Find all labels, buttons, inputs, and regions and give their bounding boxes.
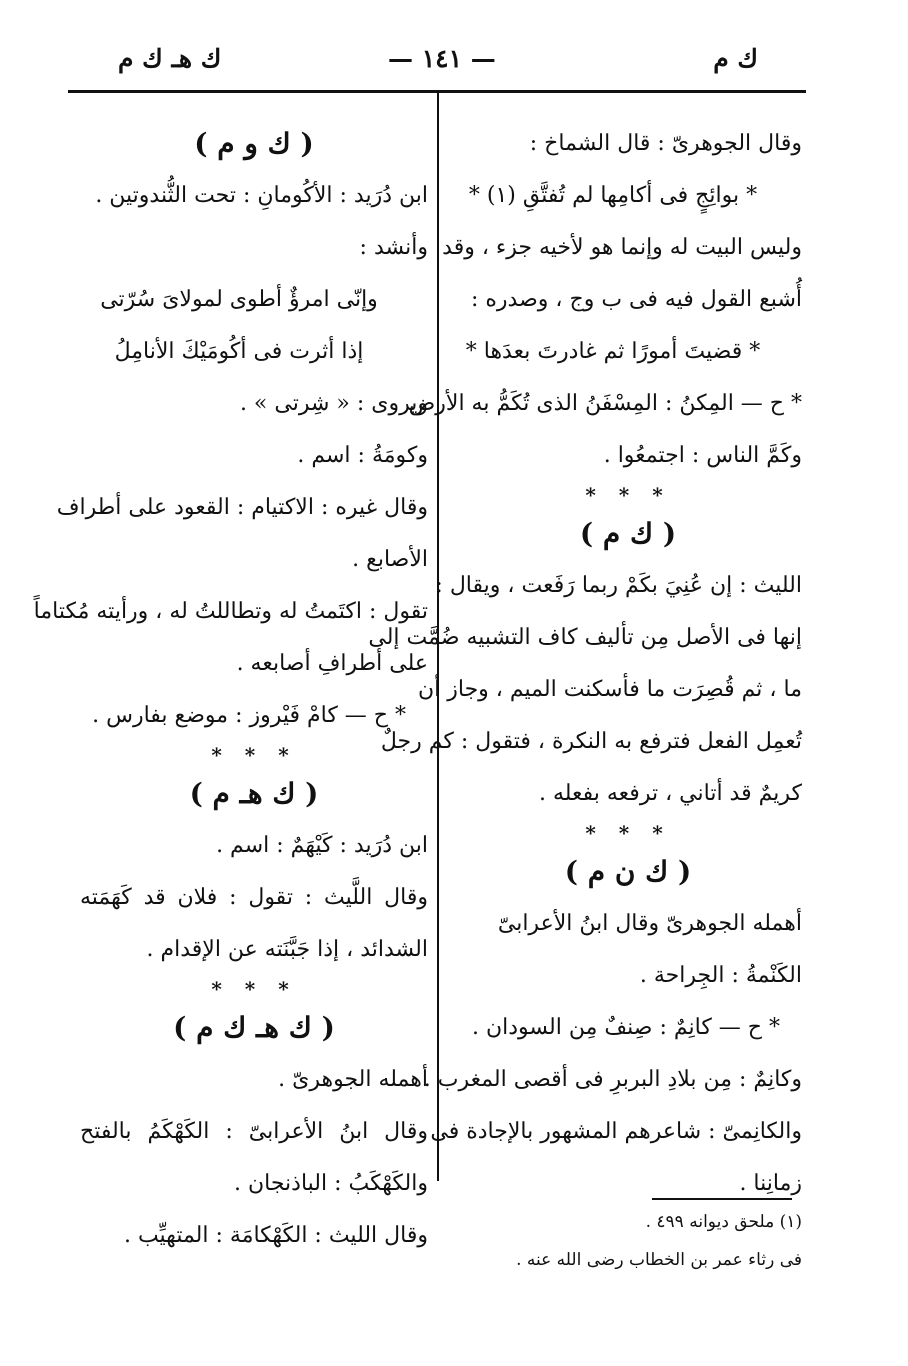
text-line: الكَنْمةُ : الجِراحة . xyxy=(639,963,802,988)
text-line: الشدائد ، إذا جَبَّنَته عن الإقدام . xyxy=(146,937,428,962)
text-line: وكومَةُ : اسم . xyxy=(297,443,428,468)
text-line: تُعمِل الفعل فترفع به النكرة ، فتقول : كم رجلٌ xyxy=(380,729,802,754)
text-line: وقال الجوهرىّ : قال الشماخ : xyxy=(529,131,802,156)
footnote-1: (١) ملحق ديوانه ٤٩٩ . xyxy=(645,1212,802,1232)
section-separator: * * * xyxy=(585,483,671,507)
footnote-2: فى رثاء عمر بن الخطاب رضى الله عنه . xyxy=(516,1250,802,1270)
text-line: تقول : اكتَمتُ له وتطاللتُ له ، ورأيته مُكتاماً xyxy=(33,599,428,624)
text-line: أهمله الجوهرىّ وقال ابنُ الأعرابىّ xyxy=(497,911,802,936)
entry-heading: ( ك و م ) xyxy=(194,127,314,160)
text-line: * ح — كانِمٌ : صِنفٌ مِن السودان . xyxy=(472,1015,780,1040)
text-line: الليث : إن عُنِيَ بكَمْ ربما رَفَعت ، ويقال : xyxy=(435,573,802,598)
text-line: كريمٌ قد أتاني ، ترفعه بفعله . xyxy=(538,781,802,806)
text-line: ويروى : « شِرتى » . xyxy=(239,391,428,416)
entry-heading: ( ك م ) xyxy=(579,517,677,550)
verse-line: * بوائِجٍ فى أكامِها لم تُفتَّقِ (١) * xyxy=(468,183,758,208)
text-line: وكانِمٌ : مِن بلادِ البربرِ فى أقصى المغرب . xyxy=(423,1067,802,1092)
section-separator: * * * xyxy=(585,821,671,845)
text-line: وليس البيت له وإنما هو لأخيه جزء ، وقد xyxy=(442,235,802,260)
text-line: إنها فى الأصل مِن تأليف كاف التشبيه ضُمَّت إلى xyxy=(368,625,802,650)
entry-heading: ( ك هـ م ) xyxy=(189,777,319,810)
text-line: أُشبع القول فيه فى ب وج ، وصدره : xyxy=(471,287,802,312)
section-separator: * * * xyxy=(211,743,297,767)
text-line: وقال الليث : الكَهْكامَة : المتهيِّب . xyxy=(123,1223,428,1248)
text-line: زمانِنا . xyxy=(739,1171,802,1196)
text-line: الأصابع . xyxy=(352,547,428,572)
page-number: — ١٤١ — xyxy=(388,44,496,73)
text-line: وكَمَّ الناس : اجتمعُوا . xyxy=(603,443,802,468)
text-line: ابن دُرَيد : كَيْهَمٌ : اسم . xyxy=(216,833,428,858)
text-line: * ح — المِكنُ : المِسْفَنُ الذى تُكَمُّ به الأرض xyxy=(408,391,802,416)
text-line: وقال غيره : الاكتيام : القعود على أطراف xyxy=(56,495,428,520)
text-line: أهمله الجوهرىّ . xyxy=(278,1067,428,1092)
running-head-right: ك م xyxy=(713,44,758,73)
verse-line: إذا أثرت فى أكُومَيْكَ الأنامِلُ xyxy=(114,339,364,364)
text-line: * ح — كامْ فَيْروز : موضع بفارس . xyxy=(92,703,406,728)
section-separator: * * * xyxy=(211,977,297,1001)
running-head-left: ك هـ ك م xyxy=(118,44,222,73)
verse-line: * قضيتَ أمورًا ثم غادرتَ بعدَها * xyxy=(465,339,761,364)
footnote-rule xyxy=(652,1198,792,1200)
text-line: ما ، ثم قُصِرَت ما فأسكنت الميم ، وجاز أن xyxy=(417,677,802,702)
entry-heading: ( ك ن م ) xyxy=(564,855,692,888)
left-column xyxy=(33,118,428,1262)
text-line: والكانِمىّ : شاعرهم المشهور بالإجادة فى xyxy=(430,1119,802,1144)
verse-line: وإنّى امرؤٌ أطوى لمولاىَ سُرّتى xyxy=(100,287,378,312)
text-line: على أطرافِ أصابعه . xyxy=(236,651,428,676)
text-line: وأنشد : xyxy=(359,235,428,260)
entry-heading: ( ك هـ ك م ) xyxy=(173,1011,335,1044)
text-line: ابن دُرَيد : الأكُومانِ : تحت الثُّندوتين . xyxy=(95,183,428,208)
text-line: وقال اللَّيث : تقول : فلان قد كَهَمَته xyxy=(80,885,428,910)
text-line: والكَهْكَبُ : الباذنجان . xyxy=(233,1171,428,1196)
text-line: وقال ابنُ الأعرابىّ : الكَهْكَمُ بالفتح xyxy=(80,1119,428,1144)
